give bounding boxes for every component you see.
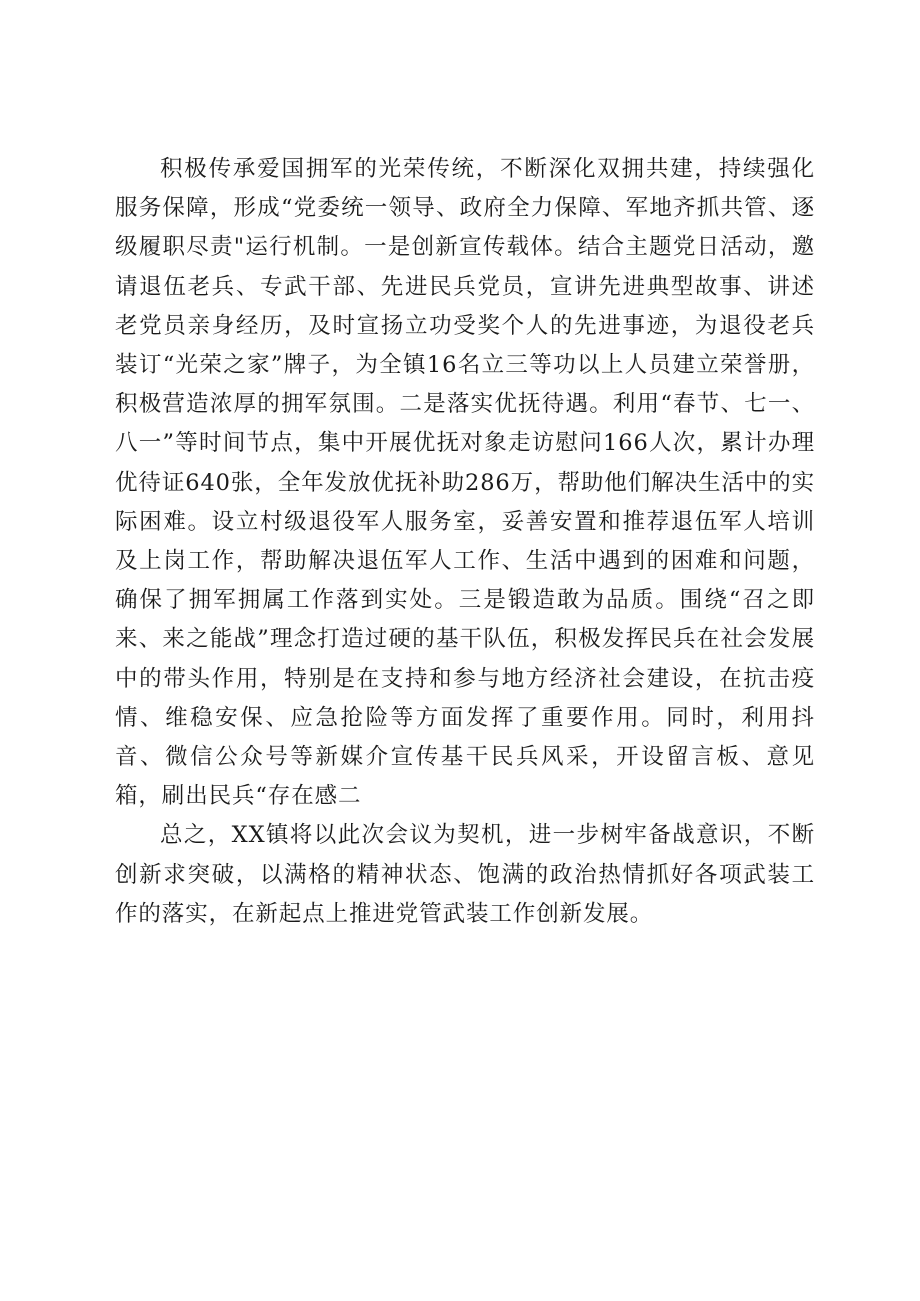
paragraph-military-support: 积极传承爱国拥军的光荣传统，不断深化双拥共建，持续强化服务保障，形成“党委统一领导、政府全力保障、军地齐抓共管、逐级履职尽责"运行机制。一是创新宣传载体。结合主题党日活动，邀请退伍老兵、专武干部、先进民兵党员，宣讲先进典型故事、讲述老党员亲身经历，及时宣扬立功受奖个人的先进事迹，为退役老兵装订“光荣之家”牌子，为全镇16名立三等功以上人员建立荣誉册，积极营造浓厚的拥军氛围。二是落实优抚待遇。利用“春节、七一、八一”等时间节点，集中开展优抚对象走访慰问166人次，累计办理优待证640张，全年发放优抚补助286万，帮助他们解决生活中的实际困难。设立村级退役军人服务室，妥善安置和推荐退伍军人培训及上岗工作，帮助解决退伍军人工作、生活中遇到的困难和问题，确保了拥军拥属工作落到实处。三是锻造敢为品质。围绕“召之即来、来之能战”理念打造过硬的基干队伍，积极发挥民兵在社会发展中的带头作用，特别是在支持和参与地方经济社会建设，在抗击疫情、维稳安保、应急抢险等方面发挥了重要作用。同时，利用抖音、微信公众号等新媒介宣传基干民兵风采，开设留言板、意见箱，刷出民兵“存在感二 xyxy=(115,156,815,810)
paragraph-conclusion: 总之，XX镇将以此次会议为契机，进一步树牢备战意识，不断创新求突破，以满格的精神状态、饱满的政治热情抓好各项武装工作的落实，在新起点上推进党管武装工作创新发展。 xyxy=(115,822,815,927)
document-body xyxy=(115,150,815,934)
